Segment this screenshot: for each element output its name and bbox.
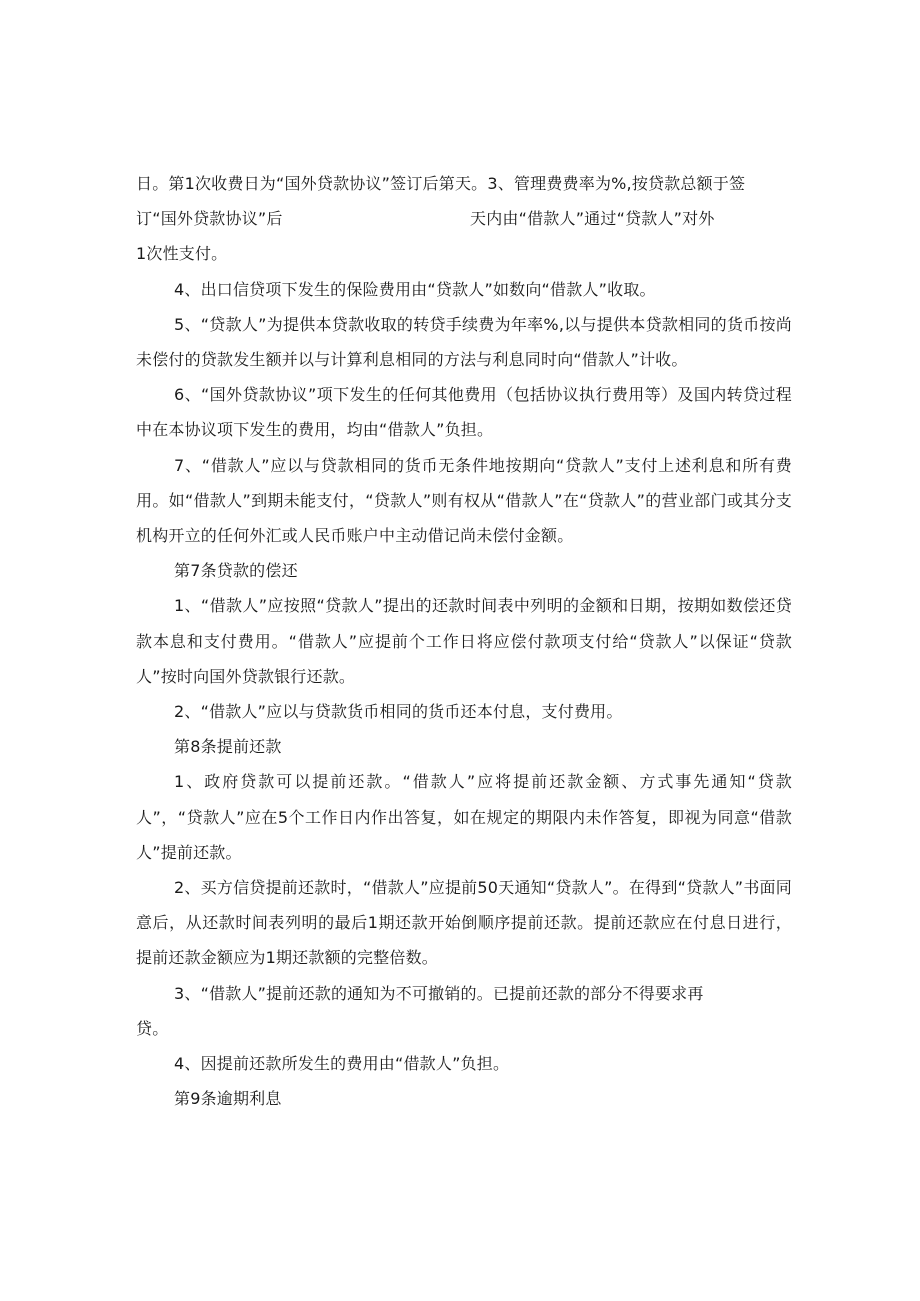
text-fragment: 天内由“借款人”通过“贷款人”对外	[470, 209, 715, 229]
paragraph-fee-schedule: 日。第1次收费日为“国外贷款协议”签订后第天。3、管理费费率为%,按贷款总额于签	[136, 174, 746, 193]
paragraph-prepayment-costs: 4、因提前还款所发生的费用由“借款人”负担。	[174, 1054, 510, 1074]
paragraph-handling-fee: 5、“贷款人”为提供本贷款收取的转贷手续费为年率%,以与提供本贷款相同的货币按尚未偿付的贷款发生额并以与计算利息相同的方法与利息同时向“借款人”计收。	[136, 314, 792, 370]
paragraph-other-fees: 6、“国外贷款协议”项下发生的任何其他费用（包括协议执行费用等）及国内转贷过程中在本协议项下发生的费用，均由“借款人”负担。	[136, 385, 792, 440]
paragraph-repayment-currency: 2、“借款人”应以与贷款货币相同的货币还本付息，支付费用。	[174, 702, 623, 722]
paragraph-government-loan-prepayment: 1、政府贷款可以提前还款。“借款人”应将提前还款金额、方式事先通知“贷款人”，“贷款人”应在5个工作日内作出答复，如在规定的期限内未作答复，即视为同意“借款人”提前还款。	[136, 772, 792, 862]
paragraph-payment-obligation: 7、“借款人”应以与贷款相同的货币无条件地按期向“贷款人”支付上述利息和所有费用。如“借款人”到期未能支付，“贷款人”则有权从“借款人”在“贷款人”的营业部门或其分支机构开立的任何外汇或人民币账户中主动借记尚未偿付金额。	[136, 455, 792, 546]
paragraph-irrevocable-notice: 3、“借款人”提前还款的通知为不可撤销的。已提前还款的部分不得要求再	[174, 983, 704, 1003]
document-body	[136, 166, 792, 1116]
paragraph-buyer-credit-prepayment: 2、买方信贷提前还款时，“借款人”应提前50天通知“贷款人”。在得到“贷款人”书面同意后，从还款时间表列明的最后1期还款开始倒顺序提前还款。提前还款应在付息日进行，提前还款金额应为1期还款额的完整倍数。	[136, 878, 792, 968]
section-heading-article-9: 第9条逾期利息	[174, 1089, 282, 1109]
paragraph-one-time-payment: 1次性支付。	[136, 244, 228, 264]
paragraph-fee-payment-line	[136, 201, 792, 236]
paragraph-insurance-fee: 4、出口信贷项下发生的保险费用由“贷款人”如数向“借款人”收取。	[174, 279, 656, 299]
section-heading-article-8: 第8条提前还款	[174, 737, 282, 757]
section-heading-article-7: 第7条贷款的偿还	[174, 561, 298, 581]
text-fragment: 订“国外贷款协议”后	[136, 209, 283, 229]
paragraph-repayment-schedule: 1、“借款人”应按照“贷款人”提出的还款时间表中列明的金额和日期，按期如数偿还贷款本息和支付费用。“借款人”应提前个工作日将应偿付款项支付给“贷款人”以保证“贷款人”按时向国外贷款银行还款。	[136, 596, 792, 686]
paragraph-irrevocable-notice-cont: 贷。	[136, 1018, 169, 1038]
